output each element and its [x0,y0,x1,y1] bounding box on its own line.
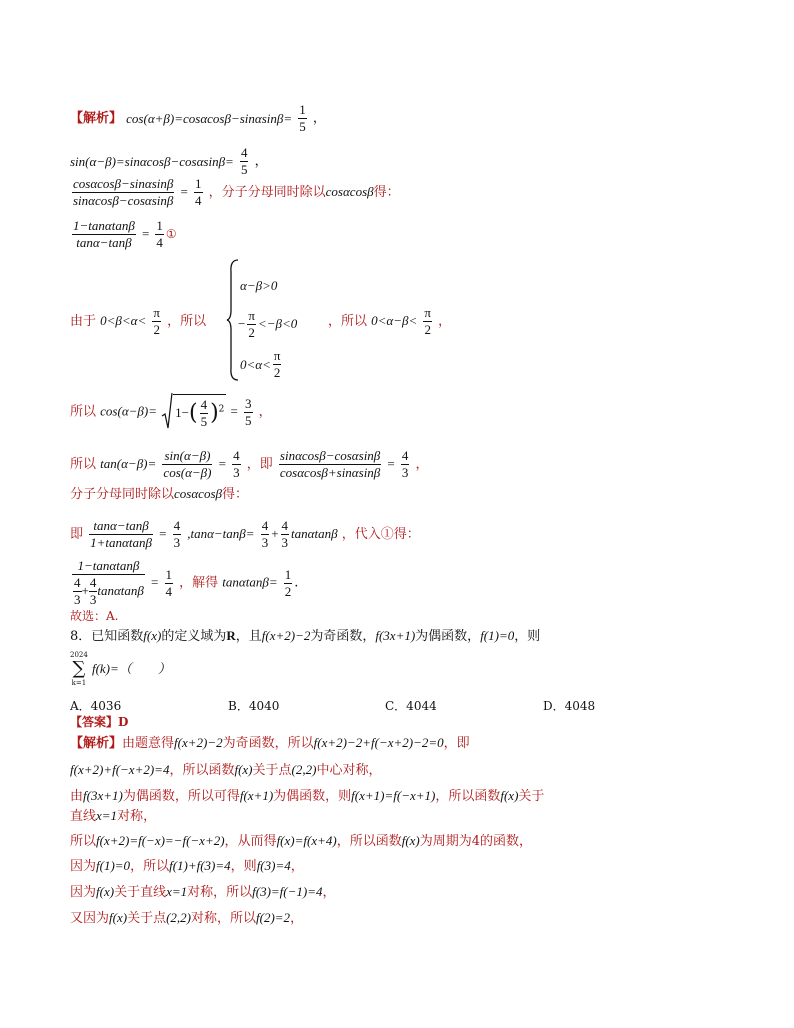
summation: 2024 ∑ k=1 [70,651,88,687]
option-a[interactable]: A．4036 [70,699,122,713]
sol8-line4: 直线x=1对称， [70,808,157,824]
sol7-line3: $\frac{\cos\alpha\cos\beta-\sin\alpha\sin\beta}{\sin\alpha\cos\beta-\cos\alpha\sin\beta}$ = $\frac{1}{4}$ ，分子分母同时除以cosαcosβ得： [73,176,400,208]
sol8-line7: 因为f(x)关于直线x=1对称，所以f(3)=f(−1)=4， [70,884,336,900]
fraction: $\frac{4}{3}$ [173,518,181,550]
option-d[interactable]: D．4048 [543,699,596,713]
fraction: $\frac{4}{5}$ [240,145,248,177]
radical-sign-icon [161,392,173,432]
sol7-line4: $\frac{1-\tan\alpha\tan\beta}{\tan\alpha-\tan\beta}$ = $\frac{1}{4}$ ① [73,218,177,250]
sol7-line5: 由于 0<β<α< $\frac{\pi}{2}$ ，所以 [70,305,207,337]
sol8-line1: 【解析】由题意得f(x+2)−2为奇函数，所以f(x+2)−2+f(−x+2)−2=0，即 [70,735,470,751]
fraction: $\frac{4}{3}$ [401,448,409,480]
fraction: $\frac{4}{3}$ [281,518,289,550]
square-root: 1−( $\frac{4}{5}$ )$^2$ [161,392,226,432]
fraction: 1−tanαtanβ $\frac{4}{3}$ + $\frac{4}{3}$ tanαtanβ [74,558,144,607]
fraction: $\frac{\pi}{2}$ [424,305,431,337]
fraction: $\frac{\cos\alpha\cos\beta-\sin\alpha\sin\beta}{\sin\alpha\cos\beta-\cos\alpha\sin\beta}$ [73,176,174,208]
fraction: $\frac{1}{5}$ [299,102,306,134]
sol7-line6: 所以 cos(α−β)= 1−( $\frac{4}{5}$ )$^2$ = $\frac{3}{5}$ ， [70,392,272,432]
analysis-label: 【解析】 [70,111,123,126]
fraction: $\frac{1}{4}$ [165,566,172,599]
fraction: $\frac{\tan\alpha-\tan\beta}{1+\tan\alpha\tan\beta}$ [90,518,152,550]
fraction: $\frac{\sin(\alpha-\beta)}{\cos(\alpha-\beta)}$ [163,448,212,480]
system-row-2: − $\frac{\pi}{2}$ <−β<0 [238,308,298,340]
sol7-line7: 所以 tan(α−β)= $\frac{\sin(\alpha-\beta)}{\cos(\alpha-\beta)}$ = $\frac{4}{3}$ ，即 $\frac{\sin\alpha\cos\beta-\cos\alpha\sin\beta}{\cos\alpha\cos\beta+\sin\alpha\sin\beta}$ = $\frac{4}{3}$ ， [70,448,429,480]
fraction: $\frac{1}{4}$ [156,218,163,250]
fraction: $\frac{4}{3}$ [233,448,240,480]
sol8-line6: 因为f(1)=0，所以f(1)+f(3)=4，则f(3)=4， [70,858,304,874]
fraction: $\frac{\pi}{2}$ [248,308,255,340]
sol8-line5: 所以f(x+2)=f(−x)=−f(−x+2)，从而得f(x)=f(x+4)，所以函数f(x)为周期为4的函数， [70,833,533,849]
q8-sum-line: 2024 ∑ k=1 f(k)=（ ） [70,651,171,687]
sol8-line2: f(x+2)+f(−x+2)=4，所以函数f(x)关于点(2,2)中心对称， [70,762,382,778]
sol7-line5-result: ，所以 0<α−β< $\frac{\pi}{2}$ ， [328,305,452,337]
fraction: $\frac{\sin\alpha\cos\beta-\cos\alpha\sin\beta}{\cos\alpha\cos\beta+\sin\alpha\sin\beta}$ [279,448,381,480]
fraction: $\frac{3}{5}$ [245,395,252,428]
fraction: $\frac{1}{4}$ [195,176,202,208]
q7-answer: 故选：A. [70,609,119,623]
sol7-line9: 即 $\frac{\tan\alpha-\tan\beta}{1+\tan\alpha\tan\beta}$ = $\frac{4}{3}$ ,tanα−tanβ= $\frac{4}{3}$ + $\frac{4}{3}$ tanαtanβ ，代入①得： [70,518,420,550]
q8-stem: 8．已知函数f(x)的定义域为R，且f(x+2)−2为奇函数，f(3x+1)为偶函数，f(1)=0，则 [70,628,541,644]
q8-answer-label: 【答案】D [70,715,129,729]
system-row-1: α−β>0 [240,278,278,293]
circled-one-mark: ① [165,227,177,241]
system-row-3: 0<α< $\frac{\pi}{2}$ [240,348,281,380]
sol7-line2: sin(α−β)=sinαcosβ−cosαsinβ= $\frac{4}{5}$ ， [70,145,268,177]
fraction: $\frac{4}{3}$ [261,518,269,550]
sol8-line8: 又因为f(x)关于点(2,2)对称，所以f(2)=2， [70,910,304,926]
sol7-line10: 1−tanαtanβ $\frac{4}{3}$ + $\frac{4}{3}$ tanαtanβ = $\frac{1}{4}$ ，解得 tanαtanβ= $\frac{1}{2}$ . [74,558,299,607]
sol8-line3: 由f(3x+1)为偶函数，所以可得f(x+1)为偶函数，则f(x+1)=f(−x+1)，所以函数f(x)关于 [70,788,545,804]
fraction: $\frac{1-\tan\alpha\tan\beta}{\tan\alpha-\tan\beta}$ [73,218,135,250]
fraction: $\frac{\pi}{2}$ [273,348,281,380]
sol7-line1: 【解析】 cos(α+β)=cosαcosβ−sinαsinβ= $\frac{1}{5}$ ， [70,102,326,134]
option-c[interactable]: C．4044 [385,699,437,713]
fraction: $\frac{\pi}{2}$ [153,305,160,337]
fraction: $\frac{1}{2}$ [284,566,292,599]
option-b[interactable]: B．4040 [228,699,280,713]
sol7-line8: 分子分母同时除以cosαcosβ得： [70,486,248,502]
